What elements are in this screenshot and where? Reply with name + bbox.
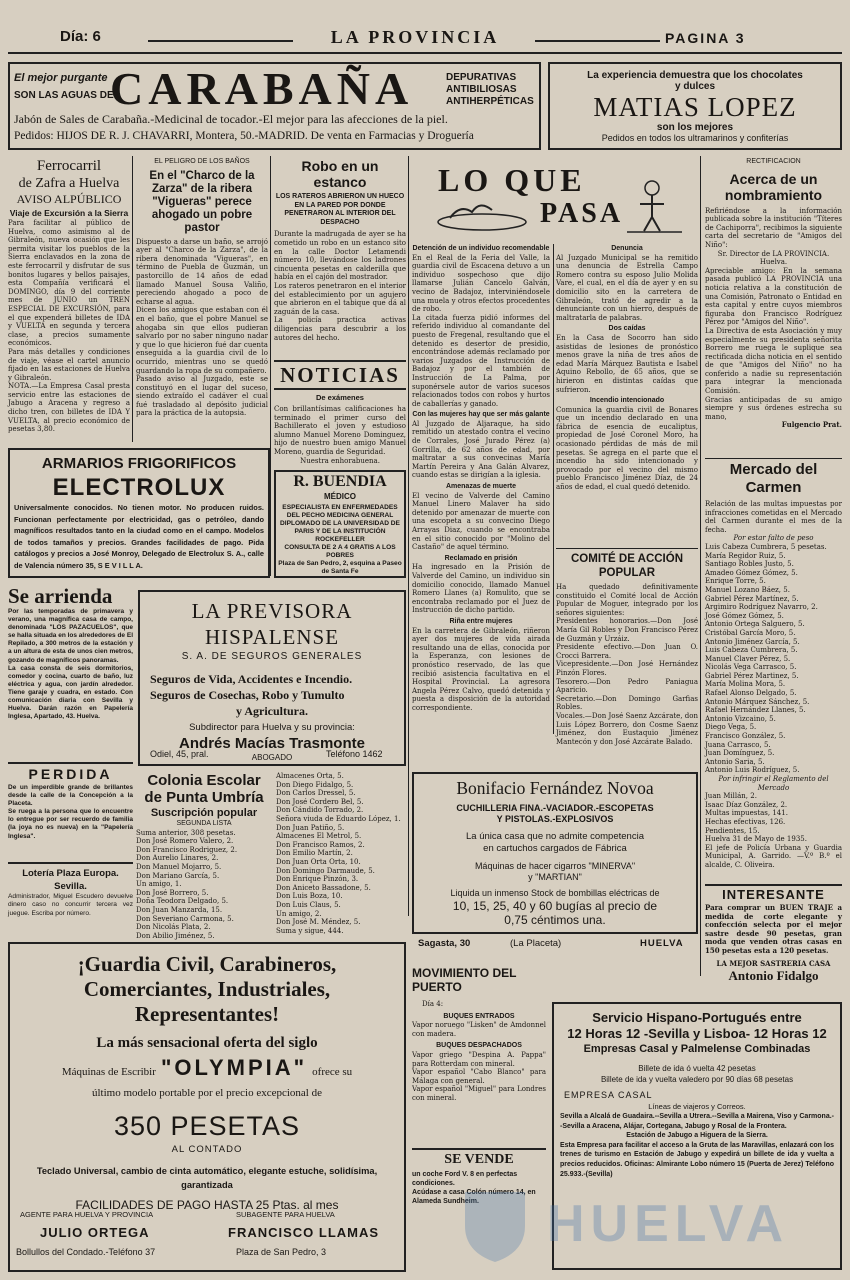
rectificacion-address: Sr. Director de LA PROVINCIA. [717,249,830,258]
olympia-agent-name: JULIO ORTEGA [40,1225,150,1240]
masthead-rule-right [535,40,660,42]
olympia-line2a: Máquinas de Escribir [61,1066,156,1078]
rectificacion-body4: Gracias anticipadas de su amigo siempre y sus órdenes estrecha su mano, [705,395,842,421]
rectificacion-headline: Acerca de un nombramiento [724,170,823,203]
bonifacio-line7: Liquida un inmenso Stock de bombillas eléctricas de [450,888,660,898]
previsora-subtitle: S. A. DE SEGUROS GENERALES [181,651,363,662]
olympia-subagent-name: FRANCISCO LLAMAS [228,1225,380,1240]
colonia-headline: Colonia Escolar [147,772,261,789]
bonifacio-city: HUELVA [640,938,684,949]
bonifacio-line4: en cartuchos cargados de Fábrica [483,843,627,854]
movimiento-arrival1: Vapor noruego "Lisken" de Amdonnel con madera. [412,1021,546,1038]
colonia-donor: Don Francisco Ramos, 2. [276,840,365,849]
perdida-body2: Se ruega a la persona que lo encuentre lo entregue por ser recuerdo de familia (la joya no es nueva) en la "Papelería Inglesa". [8,808,133,840]
masthead-title: LA PROVINCIA [330,27,500,47]
news-subhead: Incendio intencionado [589,397,665,405]
noticias-headline: NOTICIAS [274,360,406,390]
colonia-donors-right [276,772,408,935]
servicio-line5: Estación de Jabugo a Higuera de la Sierra. [626,1132,768,1140]
previsora-line3: y Agricultura. [236,704,308,718]
mercado-summary-line: El jefe de Policía Urbana y Guardia Municipal, A. Garrido. —V.º B.º el alcalde, C. Oliveira. [705,843,842,869]
arrienda-ad [8,584,133,754]
olympia-ad [8,942,406,1272]
arrienda-headline: Se arrienda [8,584,113,608]
colonia-donor: Don Juan Orta Orta, 10. [276,857,361,866]
robo-body3: La policía practica activas diligencias para descubrir a los autores del hecho. [274,316,406,342]
ferrocarril-title: Ferrocarril [36,158,102,174]
lo-que-pasa-banner [412,160,698,240]
olympia-line3: último modelo portable por el precio excepcional de [91,1087,322,1099]
watermark-text: HUELVA [547,1195,790,1253]
colonia-donor: Don José M. Méndez, 5. [276,918,361,927]
olympia-agent-label: AGENTE PARA HUELVA Y PROVINCIA [20,1210,154,1219]
servicio-company: EMPRESA CASAL [564,1090,653,1100]
arrienda-body2: La casa consta de seis dormitorios, comedor y cocina, cuarto de baño, luz eléctrica y agua, con jardín alrededor. Tiene garaje y cuadra, en estado. Con comunicación diaria con Sevilla y Huelva. Darán razón en Papelería Inglesa, Apartado, 43. Huelva. [8,664,133,721]
perdida-headline: PERDIDA [28,766,113,782]
mercado-fines-list2 [705,792,842,869]
rectificacion-kicker: RECTIFICACION [746,158,801,165]
bonifacio-line9: 0,75 céntimos una. [504,913,606,927]
comite-member: Tesorero.—Don Pedro Paniagua Aparicio. [556,677,698,695]
interesante-shop: Antonio Fidalgo [728,968,819,984]
ferrocarril-subtitle: AVISO ALPÚBLICO [16,192,122,206]
masthead-divider [8,52,842,54]
buendia-title: MÉDICO [324,492,356,501]
matias-lopez-ad [548,62,842,150]
mercado-fine: Francisco González, 5. [705,732,786,741]
matias-brand: MATIAS LOPEZ [593,92,797,122]
carabana-line2: Pedidos: HIJOS DE R. J. CHAVARRI, Montera, 50.-MADRID. De venta en Farmacias y Droguería [14,130,474,142]
mercado-subhead: Por estar falto de peso [733,534,814,543]
colonia-left [136,772,272,940]
mercado-fine: Manuel Lozano Báez, 5. [705,585,790,594]
colonia-donor: Don Luis Boza, 10. [276,892,343,901]
carabana-properties: DEPURATIVAS ANTIBILIOSAS ANTIHERPÉTICAS [446,72,534,107]
matias-line4: Pedidos en todos los ultramarinos y confiterías [601,133,789,143]
mercado-fine: Antonio Luis Rodríguez, 5. [705,766,800,775]
figures-illustration [412,160,698,240]
robo-subhead: LOS RATEROS ABRIERON UN HUECO EN LA PARED POR DONDE PENETRARON AL INTERIOR DEL DESPACHO [275,193,405,226]
olympia-subagent-label: SUBAGENTE PARA HUELVA [236,1210,335,1219]
mercado-fine: Enrique Torre, 5. [705,577,766,586]
ferrocarril-body2: Para más detalles y condiciones de viaje, véase el cartel anuncio fijado en las estaciones de Huelva y Gibraleón. [8,347,130,382]
interesante-body: Para comprar un BUEN TRAJE a medida de corte elegante y confección selecta por el mejor sastre desde 90 pesetas, gran moda que venden otras casas en 150 pesetas esta a 120 pesetas. [705,903,842,955]
colonia-donor: Don Domingo Darmaude, 5. [276,866,375,875]
movimiento-day: Día 4: [422,1000,444,1008]
comite-member: Presidente efectivo.—Don Juan O. Crocci Barrera. [556,643,698,660]
olympia-agent-address: Bollullos del Condado.-Teléfono 37 [16,1247,156,1257]
carabana-tagline: El mejor purgante [14,72,108,84]
servicio-line6: Esta Empresa para facilitar el acceso a la Gruta de las Maravillas, enlazará con los trenes de turismo en Estación de Jabugo y expedirá un billete de ida y vuelta a precios reducidos. Oficinas: Almirante Lobo número 15 (Puerta de Jerez) Teléfono 25.933.-(Sevilla) [560,1141,834,1178]
movimiento-departure1: Vapor griego "Despina A. Pappa" para Rotterdam con mineral. [412,1050,546,1068]
mercado-fine: Gabriel Pérez Martinez, 5. [705,671,799,680]
olympia-line1: La más sensacional oferta del siglo [96,1035,318,1051]
servicio-line1: Billete de ida ó vuelta 42 pesetas [638,1064,756,1073]
mercado-fine: Cristóbal García Moro, 5. [705,628,796,637]
mercado-fine: Rafael Alonso Delgado, 5. [705,689,797,698]
movimiento-article [412,966,546,1136]
colonia-donor: Don Enrique Pinzón, 3. [276,875,359,884]
mercado-summary-line: Multas impuestas, 141. [705,809,788,818]
peligro-body3: Pasado aviso al Juzgado, este se constituyó en el lugar del suceso, siendo extraído el cadáver el cual fué trasladado al depósito judicial para la práctica de la autopsia. [136,375,268,418]
comite-body: Ha quedado definitivamente constituido el Comité local de Acción Popular de Moguer, integrado por los señores siguientes: [556,583,698,617]
news-subhead: Reclamado en prisión [444,554,518,562]
comite-member: Vocales.—Don José Saenz Azcárate, don Luis López Borrero, don Cosme Saenz Jiménez, don Eustaquio Jiménez Mantecón y don José Azcárate Balado. [556,711,698,746]
rectificacion-body3: La Directiva de esta Asociación y muy especialmente su presidenta señorita Borrero me ruega le suplique sea rectificada dicha noticia en el sentido de que "Amigos del Niño" no ha conferido a nadie su representación para integrar la mencionada Comisión. [705,326,842,396]
buendia-name: R. BUENDIA [293,473,387,490]
se-vende-ad [412,1148,546,1228]
perdida-ad [8,762,133,852]
bonifacio-line2: Y PISTOLAS.-EXPLOSIVOS [496,814,614,824]
carabana-brand: CARABAÑA [110,63,414,114]
olympia-headline: ¡Guardia Civil, Carabineros, Comerciantes, Industriales, Representantes! [77,952,337,1026]
masthead-rule-left [148,40,293,42]
robo-body2: Los rateros penetraron en el interior del establecimiento por un agujero que abrieron en el tabique que dá al zaguán de la casa. [274,281,406,316]
news-subhead: Denuncia [611,245,643,252]
bonifacio-line6: y "MARTIAN" [528,872,582,882]
colonia-donor: Don Aniceto Bassadone, 5. [276,883,371,892]
news-paragraph: La citada fuerza pidió informes del referido individuo al comandante del puesto de Fregenal, resultando que el detenido es desertor de presidio, encontrándose además reclamado por varios Juzgados de Instrucción de Badajoz y por el también de Instrucción de La Palma, por suponérsele autor de varios sucesos relacionados todos con robos y hurtos de caballerías y ganado. [412,313,550,408]
news-subhead: Detención de un individuo recomendable [412,245,550,252]
issue-day: Día: 6 [60,28,101,45]
previsora-brand: LA PREVISORA HISPALENSE [191,599,353,649]
colonia-article [136,772,408,940]
mercado-fine: Juana Carrasco, 5. [705,740,771,749]
bonifacio-line8: 10, 15, 25, 40 y 60 bugías al precio de [452,899,658,913]
colonia-donor: Don José Borrero, 5. [136,888,209,897]
colonia-donor: Almacenes Orta, 5. [276,772,344,780]
colonia-donor: Don José Cordero Bel, 5. [276,797,364,806]
bonifacio-brand: Bonifacio Fernández Novoa [456,778,654,798]
movimiento-headline: MOVIMIENTO DEL PUERTO [412,966,517,994]
mercado-summary-line: Juan Millán, 2. [705,792,757,801]
mercado-summary-line: Pendientes, 15. [705,826,760,835]
servicio-headline3: Empresas Casal y Palmelense Combinadas [583,1043,811,1055]
bonifacio-address: Sagasta, 30 [418,938,471,949]
colonia-donor: Don Juan Manzarda, 15. [136,905,223,914]
ferrocarril-title2: de Zafra a Huelva [18,176,120,191]
colonia-donor: Señora viuda de Eduardo López, 1. [276,814,401,823]
bonifacio-ad [412,772,698,934]
peligro-body: Dispuesto a darse un baño, se arrojó ayer al "Charco de la Zarza", de la ribera denominada "Vigueras", en término de Puebla de Guzmán, un pastorcillo de 14 años de edad llamado Manuel Sousa Valiño, pereciendo ahogado a poco de echarse al agua. [136,237,268,306]
column-rule [553,244,554,734]
colonia-donors-left [136,829,272,941]
news-paragraph: En el Real de la Feria del Valle, la guardia civil de Escacena detuvo a un individuo sospechoso que dijo llamarse Julián Cancelo Galván, vecino de Badajoz, interviniéndosele una muela y otros efectos procedentes de robo. [412,253,550,314]
news-paragraph: El vecino de Valverde del Camino Manuel Linero Malaver ha sido detenido por amenazar de muerte con una escopeta a su convecino Diego Arrayas Diaz, cuando se encontraba en el sitio conocido por "Molino del Castaño" de aquel término. [412,491,550,552]
movimiento-departures-title: BUQUES DESPACHADOS [436,1042,522,1050]
previsora-line2: Seguros de Cosechas, Robo y Tumulto [150,688,345,702]
lo-que-title: LO QUE [438,162,586,198]
olympia-cash: AL CONTADO [171,1144,243,1155]
buendia-address: Plaza de San Pedro, 2, esquina a Paseo de Santa Fe [278,560,402,575]
news-paragraph: Comunica la guardia civil de Bonares que un incendio declarado en una fábrica de esencia de eucaliptus, propiedad de José Coronel Moro, ha ocasionado pérdidas de más de mil pesetas. Se agrega en el parte que el incendio ha sido intencionado y provocado por el vecino del mismo pueblo Francisco Jiménez Díaz, de 24 años de edad, el cual quedó detenido. [556,405,698,492]
servicio-line4: Sevilla a Alcalá de Guadaira.--Sevilla a Utrera.--Sevilla a Mairena, Viso y Carmona.--Sevilla a Aracena, Alájar, Cortegana, Jabugo y Rosal de la Frontera. [560,1113,834,1130]
colonia-donor: Un amigo, 1. [136,880,182,889]
previsora-line4: Subdirector para Huelva y su provincia: [189,722,355,733]
mercado-article [705,458,842,876]
comite-members [556,617,698,746]
peligro-body2: Dicen los amigos que estaban con él en el baño, que el pobre Manuel se ahogaba sin que ellos pudieran salvarlo por no saber ninguno nadar y que lo que hicieron fué dar cuenta enseguida a la guardia civil de lo ocurrido, mientras uno se quedó guardando la ropa de su compañero. [136,306,268,375]
ferrocarril-body: Para facilitar al público de Huelva, como asimismo al de Gibraleón, nueva ocasión que les permita visitar los pueblos de la Sierra enclavados en la zona de este ferrocarril y disfrutar de sus bonitos lugares y bellos paisajes, esta Compañía verificará el DOMINGO, día 9 del corriente mes de JUNIO un TREN ESPECIAL DE EXCURSIÓN, para el que expenderá billetes de IDA y VUELTA en segunda y tercera clase, a precios sumamente económicos. [8,219,130,348]
movimiento-departure3: Vapor español "Miguel" para Londres con mineral. [412,1085,546,1102]
se-vende-body2: Acúdase a casa Colón número 14, en Alameda Sundheim. [412,1189,536,1205]
news-paragraph: Al Juzgado Municipal se ha remitido una denuncia de Estrella Campo Romero contra su esposo Julio Molida Vare, el cual, en el día de ayer y en su domicilio sito en la carretera de Gibraleón, trató de agredir a la denunciante con un hierro, después de maltratarla de palabras. [556,253,698,322]
mercado-fine: Manuel Claver Pérez, 5. [705,654,791,663]
mercado-fine: Gabriel Pérez Martínez, 5. [705,594,799,603]
movimiento-departure2: Vapor español "Cabo Blanco" para Málaga con general. [412,1068,546,1085]
servicio-headline2: 12 Horas 12 -Sevilla y Lisboa- 12 Horas 12 [567,1026,827,1041]
comite-member: Vicepresidente.—Don José Hernández Pinzón Flores. [556,660,698,677]
colonia-right [276,772,408,935]
pasa-title: PASA [540,198,624,229]
previsora-line1: Seguros de Vida, Accidentes e Incendio. [150,672,353,686]
colonia-donor: Almacenes El Metrol, 5. [276,832,362,841]
mercado-fine: Antonio Saria, 5. [705,757,765,766]
colonia-donor: Don Aurelio Linares, 2. [136,854,219,863]
robo-article [274,158,406,358]
previsora-role: ABOGADO [251,753,293,762]
servicio-line3: Líneas de viajeros y Correos. [648,1102,746,1111]
colonia-donor: Don Carlos Dressel, 5. [276,789,356,798]
electrolux-brand: ELECTROLUX [52,474,226,501]
olympia-line2b: ofrece su [312,1066,353,1078]
bonifacio-line5: Máquinas de hacer cigarros "MINERVA" [474,861,636,871]
peligro-kicker: EL PELIGRO DE LOS BAÑOS [154,158,250,165]
colonia-donor: Don Abilio Jiménez, 5. [136,931,215,940]
ferrocarril-subhead: Viaje de Excursión a la Sierra [9,208,129,218]
mercado-body: Relación de las multas impuestas por infracciones cometidas en el Mercado del Carmen durante el mes de la fecha. [705,500,842,534]
news-paragraph: Al Juzgado de Aljaraque, ha sido remitido un atestado contra el vecino de Corrales, José Jurado Pérez (a) Gorrilla, de 62 años de edad, por maltratar a sus convecinas María Martín Pereira y Ana Galán Alvarez, cuando estas se dirigían a la iglesia. [412,419,550,480]
noticias-end: Nuestra enhorabuena. [300,456,380,465]
comite-article [556,548,698,746]
previsora-ad [138,590,406,766]
mercado-fine: Luis Cabeza Cumbrera, 5 pesetas. [705,542,827,551]
previsora-person: Andrés Macías Trasmonte [179,735,365,752]
noticias-body: Con brillantísimas calificaciones ha terminado el primer curso del Bachillerato el joven y estudioso alumno Manuel Moreno Dominguez, hijo de nuestro buen amigo Manuel Moreno, guardia de Seguridad. [274,405,406,456]
mercado-fines-list [705,543,842,775]
colonia-donor: Un amigo, 2. [276,909,322,918]
bonifacio-placeta: (La Placeta) [510,938,562,949]
loteria-title: Lotería Plaza Europa. [22,868,119,879]
olympia-subagent-address: Plaza de San Pedro, 3 [236,1247,327,1257]
ferrocarril-article [8,158,130,443]
rectificacion-place: Huelva. [759,258,788,267]
colonia-donor: Suma anterior, 308 pesetas. [136,828,236,837]
mercado-fine: Antonio Márquez Sánchez, 5. [705,697,810,706]
news-subhead: Riña entre mujeres [449,617,513,625]
colonia-donor: Doña Teodora Delgado, 5. [136,897,229,906]
colonia-donor: Don Severiano Carmona, 5. [136,914,234,923]
ferrocarril-note: NOTA.—La Empresa Casal presta servicio entre las estaciones de Jabugo a Aracena y regreso a dicho tren, con billetes de IDA Y VUELTA, al precio económico de pesetas 3,80. [8,382,130,434]
olympia-line2 [10,1055,404,1081]
olympia-price: 350 PESETAS [113,1111,301,1141]
colonia-donor: Don Mariano García, 5. [136,871,220,880]
arrienda-body: Por las temporadas de primavera y verano, una magnífica casa de campo, denominada "LOS PAZACUELOS", que se halla situada en los alrededores de El Repilado, a 300 metros de la estación y a un altura de esta de unos cien metros, gozando de magníficos panoramas. [8,608,133,664]
mercado-fine: María Regidor Ruiz, 5. [705,551,786,560]
perdida-body: De un imperdible grande de brillantes desde la calle de la Concepción a la Placeta. [8,784,133,808]
comite-headline: COMITÉ DE ACCIÓN POPULAR [556,548,698,580]
news-subhead: Dos caídas [608,325,646,333]
mercado-fine: Antonio Vizcaino, 5. [705,714,776,723]
mercado-fine: Antonio Jiménez García, 5. [705,637,800,646]
colonia-donor: Don Diego Fidalgo, 5. [276,780,354,789]
interesante-headline: INTERESANTE [722,887,825,902]
servicio-headline: Servicio Hispano-Portugués entre [592,1010,802,1025]
page-number: PAGINA 3 [665,30,746,46]
peligro-article [136,158,268,443]
mercado-fine: María Molina Mora, 5. [705,680,786,689]
loteria-body: Administrador, Miguel Escudero devuelve dinero caso no concurrir tercera vez juegue. Escriba por número. [8,893,133,917]
electrolux-body: Universalmente conocidos. No tienen motor. No producen ruidos. Funcionan perfectamente por electricidad, gas o petróleo, dando magníficos resultados tanto en la ciudad como en el campo. Modelos de todos tamaños y precios. Grandes facilidades de pago. Pida catálogos y precios a José Monroy, Delegado de Electrolux S. A., calle de Valencia número 35, S E V I L L A. [14,503,264,570]
mercado-summary-line: Huelva 31 de Mayo de 1935. [705,835,807,844]
carabana-tagline2: SON LAS AGUAS DE [14,90,114,101]
mercado-fine: Diego Vega, 5. [705,723,757,732]
servicio-line2: Billete de ida y vuelta valedero por 90 días 68 pesetas [600,1075,794,1084]
mercado-fine: Amadeo Gómez Gómez, 5. [705,568,798,577]
news-subhead: Con las mujeres hay que ser más galante [412,411,550,419]
servicio-ad [552,1002,842,1270]
mercado-fine: Luis Cabeza Cumbrera, 5. [705,646,798,655]
previsora-address: Odiel, 45, pral. [150,749,209,759]
mercado-fine: Juan Domínguez, 5. [705,749,775,758]
noticias-subhead: De exámenes [316,393,364,402]
colonia-headline2: de Punta Umbría [144,789,264,806]
column-rule [700,156,701,976]
rectificacion-article [705,158,842,454]
se-vende-headline: SE VENDE [444,1152,514,1167]
mercado-headline: Mercado del Carmen [705,458,842,497]
colonia-donor: Suma y sigue, 444. [276,926,344,935]
bonifacio-line1: CUCHILLERIA FINA.-VACIADOR.-ESCOPETAS [456,803,654,813]
peligro-headline: En el "Charco de la Zarza" de la ribera "Vigueras" perece ahogado un pobre pastor [149,169,255,234]
mercado-subhead2: Por infringir el Reglamento del Mercado [718,775,829,792]
colonia-donor: Don Emilio Martín, 2. [276,849,353,858]
news-column-b [556,242,698,542]
matias-line1: La experiencia demuestra que los chocolates [587,70,803,81]
comite-member: Presidentes honorarios.—Don José María Gil Robles y Don Francisco Pérez de Guzmán y Urzáiz. [556,617,698,643]
news-subhead: Amenazas de muerte [445,483,517,491]
colonia-donor: Don Cándido Torrado, 2. [276,806,364,815]
news-paragraph: En la Casa de Socorro han sido asistidas de lesiones de pronóstico menos grave la niña de tres años de edad María Márquez Bautista e Isabel Aquino Rebollo, de 65 años, que se hirieron en distintas caídas que sufrieron. [556,333,698,394]
mercado-fine: Antonio Ortega Salguero, 5. [705,620,805,629]
loteria-ad [8,862,133,934]
mercado-fine: Rafael Hernández Llanes, 5. [705,706,806,715]
rectificacion-signature: Fulgencio Prat. [781,420,842,430]
noticias-article [274,360,406,466]
colonia-donor: Don Luis Claus, 5. [276,900,341,909]
bonifacio-line3: La única casa que no admite competencia [466,831,644,842]
buendia-hours: CONSULTA DE 2 A 4 GRATIS A LOS POBRES [284,544,396,559]
mercado-fine: Nicolás Vega Carrasco, 5. [705,663,797,672]
mercado-fine: José Gómez Gómez, 5. [705,611,784,620]
olympia-brand: "OLYMPIA" [161,1055,308,1080]
colonia-donor: Don Juan Patiño, 5. [276,823,345,832]
robo-body: Durante la madrugada de ayer se ha cometido un robo en un estanco sito en la calle Doctor Letamendi número 10, llevándose los ladrones cincuenta pesetas en calderilla que había en el cajón del mostrador. [274,230,406,282]
interesante-ad [705,884,842,1002]
news-paragraph: Ha ingresado en la Prisión de Valverde del Camino, un individuo sin domicilio conocido, llamado Manuel Romero Llanes (a) Romulito, que se encontraba reclamado por el Juez de Instrucción de dicho partido. [412,563,550,615]
colonia-subhead: Suscripción popular [150,807,258,819]
column-rule [270,156,271,576]
matias-line2: y dulces [674,81,716,92]
colonia-list-title: SEGUNDA LISTA [176,820,232,827]
electrolux-line1: ARMARIOS FRIGORIFICOS [41,455,237,472]
interesante-line1: LA MEJOR SASTRERIA CASA [716,958,831,968]
carabana-ad [8,62,541,150]
rectificacion-body: Refiriéndose a la información publicada sobre la institución "Títeres de Cachiporra", recibimos la siguiente carta del secretario de "Amigos del Niño": [705,206,842,249]
matias-line3: son los mejores [656,122,734,133]
mercado-fine: Santiago Robles Justo, 5. [705,560,794,569]
column-rule [132,156,133,442]
column-rule [408,156,409,916]
colonia-donor: Don Francisco Rodriguez, 2. [136,845,238,854]
buendia-ad [274,470,406,578]
carabana-line1: Jabón de Sales de Carabaña.-Medicinal de tocador.-El mejor para las afecciones de la piel. [14,112,448,126]
news-paragraph: En la carretera de Gibraleón, riñeron ayer dos mujeres de vida airada resultando una de ellas, conocida por la Esperanza, con lesiones de pronóstico reservado, de las que recibió asistencia facultativa en el Hospital Provincial. La agresora Angela Pérez Calvo, quedó detenida y puesta a disposición de la autoridad correspondiente. [412,626,550,712]
comite-member: Secretario.—Don Domingo Garfias Robles. [556,694,698,712]
loteria-city: Sevilla. [54,881,87,892]
movimiento-arrivals-title: BUQUES ENTRADOS [443,1012,515,1020]
colonia-donor: Don José Romero Valero, 2. [136,837,234,846]
olympia-features: Teclado Universal, cambio de cinta automático, elegante estuche, solidísima, garantizada [36,1166,378,1190]
olympia-payment: FACILIDADES DE PAGO HASTA 25 Ptas. al mes [75,1198,339,1212]
rectificacion-body2: Apreciable amigo: En la semana pasada publicó LA PROVINCIA una noticia relativa a la constitución de una Comisión, Patronato o Entidad en esta capital y entre cuyos miembros figuraba don Francisco Rodríguez Pérez por "Amigos del Niño". [705,266,842,327]
robo-headline: Robo en un estanco [301,158,379,190]
colonia-donor: Don Manuel Mojarro, 5. [136,862,222,871]
previsora-phone: Teléfono 1462 [326,749,383,759]
mercado-fine: Argimiro Rodríguez Navarro, 2. [705,603,818,612]
electrolux-ad [8,448,270,578]
mercado-summary-line: Hechas efectivas, 126. [705,817,786,826]
colonia-donor: Don Nicolás Plata, 2. [136,923,211,932]
mercado-summary-line: Isaac Díaz González, 2. [705,800,788,809]
buendia-specialty: ESPECIALISTA EN ENFERMEDADES DEL PECHO MEDICINA GENERAL DIPLOMADO DE LA UNIVERSIDAD DE PARIS Y DE LA INSTITUCIÓN ROCKEFELLER [280,504,400,543]
se-vende-body: un coche Ford V. 8 en perfectas condiciones. [412,1171,518,1187]
